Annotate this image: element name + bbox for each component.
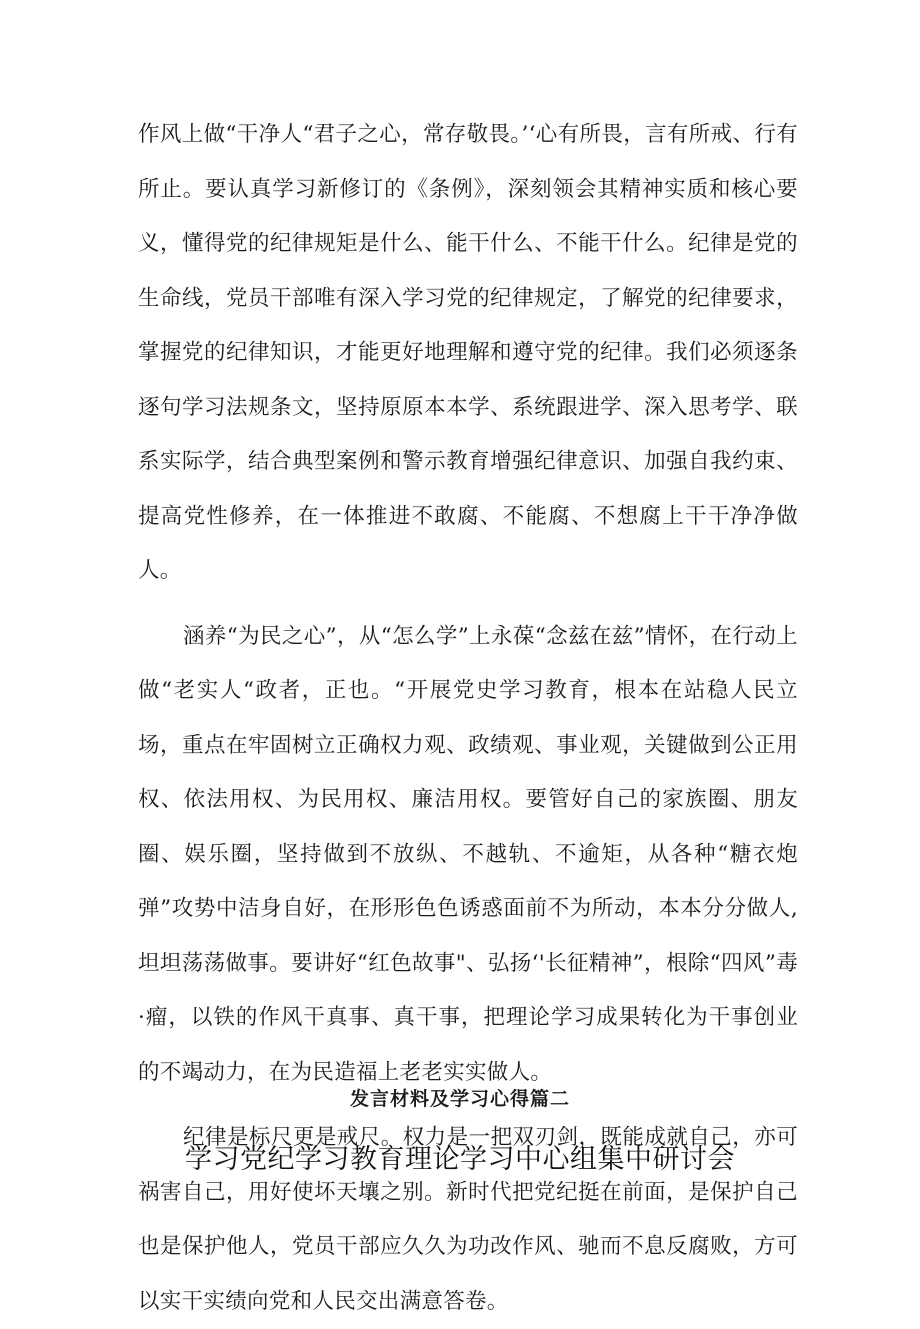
paragraph-2: 涵养“为民之心”，从“怎么学”上永葆“念兹在兹”情怀，在行动上做“老实人“政者，正也。“开展党史学习教育，根本在站稳人民立场，重点在牢固树立正确权力观、政绩观、事业观，关键做到公正用权、依法用权、为民用权、廉洁用权。要管好自己的家族圈、朋友圈、娱乐圈，坚持做到不放纵、不越轨、不逾矩，从各种“糖衣炮弹”攻势中洁身自好，在形形色色诱惑面前不为所动，本本分分做人,坦坦荡荡做事。要讲好“红色故事"、弘扬‘'长征精神”，根除“四风”毒·瘤，以铁的作风干真事、真干事，把理论学习成果转化为干事创业的不竭动力，在为民造福上老老实实做人。 <box>138 623 798 1085</box>
section-title: 学习党纪学习教育理论学习中心组集中研讨会 <box>185 1144 735 1175</box>
section-subtitle: 发言材料及学习心得篇二 <box>349 1088 570 1110</box>
paragraph-1: 作风上做“干净人“君子之心，常存敬畏。’‘心有所畏，言有所戒、行有所止。要认真学习新修订的《条例》，深刻领会其精神实质和核心要义，懂得党的纪律规矩是什么、能干什么、不能干什么。纪律是党的生命线，党员干部唯有深入学习党的纪律规定，了解党的纪律要求，掌握党的纪律知识，才能更好地理解和遵守党的纪律。我们必须逐条逐句学习法规条文，坚持原原本本学、系统跟进学、深入思考学、联系实际学，结合典型案例和警示教育增强纪律意识、加强自我约束、提高党性修养，在一体推进不敢腐、不能腐、不想腐上干干净净做人。 <box>138 122 798 583</box>
paragraph-3: 纪律是标尺更是戒尺。权力是一把双刃剑，既能成就自己，亦可祸害自己，用好使坏天壤之别。新时代把党纪挺在前面，是保护自己也是保护他人，党员干部应久久为功改作风、驰而不息反腐败，方可以实干实绩向党和人民交出满意答卷。 <box>138 1125 798 1314</box>
